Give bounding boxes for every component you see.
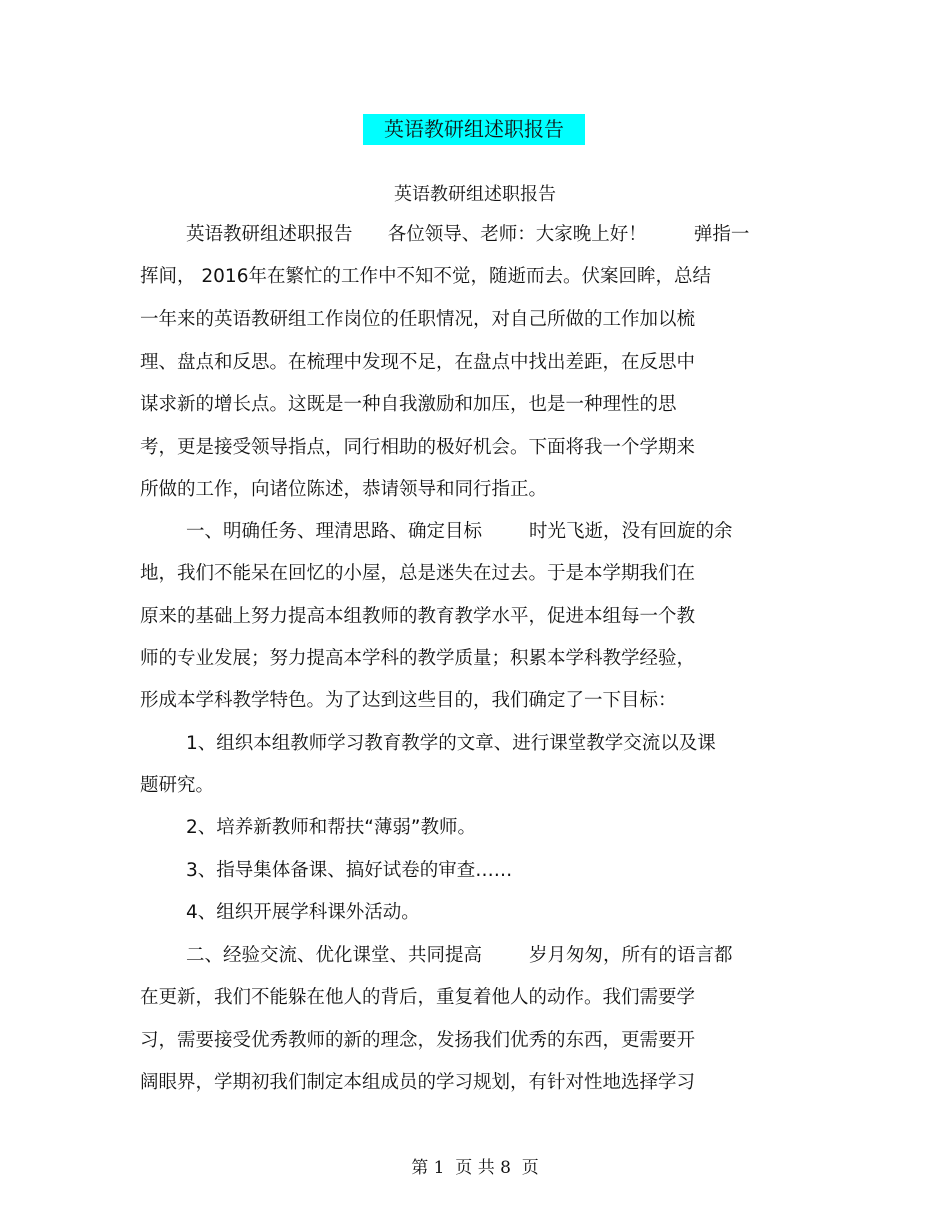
body-line: 地，我们不能呆在回忆的小屋，总是迷失在过去。于是本学期我们在 xyxy=(140,563,696,584)
page-footer: 第 1 页 共 8 页 xyxy=(411,1158,539,1178)
body-line: 一、明确任务、理清思路、确定目标 时光飞逝，没有回旋的余 xyxy=(186,521,733,542)
document-title: 英语教研组述职报告 xyxy=(363,114,585,145)
body-line: 考，更是接受领导指点，同行相助的极好机会。下面将我一个学期来 xyxy=(140,437,696,458)
body-line: 阔眼界，学期初我们制定本组成员的学习规划，有针对性地选择学习 xyxy=(140,1072,696,1093)
body-line: 二、经验交流、优化课堂、共同提高 岁月匆匆，所有的语言都 xyxy=(186,945,733,966)
body-line: 所做的工作，向诸位陈述，恭请领导和同行指正。 xyxy=(140,479,548,500)
body-line: 在更新，我们不能躲在他人的背后，重复着他人的动作。我们需要学 xyxy=(140,987,696,1008)
body-line: 习，需要接受优秀教师的新的理念，发扬我们优秀的东西，更需要开 xyxy=(140,1030,696,1051)
body-line: 一年来的英语教研组工作岗位的任职情况，对自己所做的工作加以梳 xyxy=(140,309,696,330)
body-line: 英语教研组述职报告 各位领导、老师：大家晚上好！ 弹指一 xyxy=(186,224,750,245)
body-line: 原来的基础上努力提高本组教师的教育教学水平，促进本组每一个教 xyxy=(140,606,696,627)
body-line: 师的专业发展；努力提高本学科的教学质量；积累本学科教学经验， xyxy=(140,648,696,669)
body-line: 2、培养新教师和帮扶“薄弱”教师。 xyxy=(186,817,476,838)
document-subtitle: 英语教研组述职报告 xyxy=(394,184,556,205)
body-line: 4、组织开展学科课外活动。 xyxy=(186,902,420,923)
body-line: 谋求新的增长点。这既是一种自我激励和加压，也是一种理性的思 xyxy=(140,394,677,415)
body-line: 理、盘点和反思。在梳理中发现不足，在盘点中找出差距，在反思中 xyxy=(140,352,696,373)
body-line: 题研究。 xyxy=(140,775,215,796)
body-line: 形成本学科教学特色。为了达到这些目的，我们确定了一下目标： xyxy=(140,690,677,711)
body-line: 1、组织本组教师学习教育教学的文章、进行课堂教学交流以及课 xyxy=(186,733,716,754)
body-line: 3、指导集体备课、搞好试卷的审查…… xyxy=(186,860,513,881)
body-line: 挥间， 2016年在繁忙的工作中不知不觉，随逝而去。伏案回眸，总结 xyxy=(140,266,711,287)
